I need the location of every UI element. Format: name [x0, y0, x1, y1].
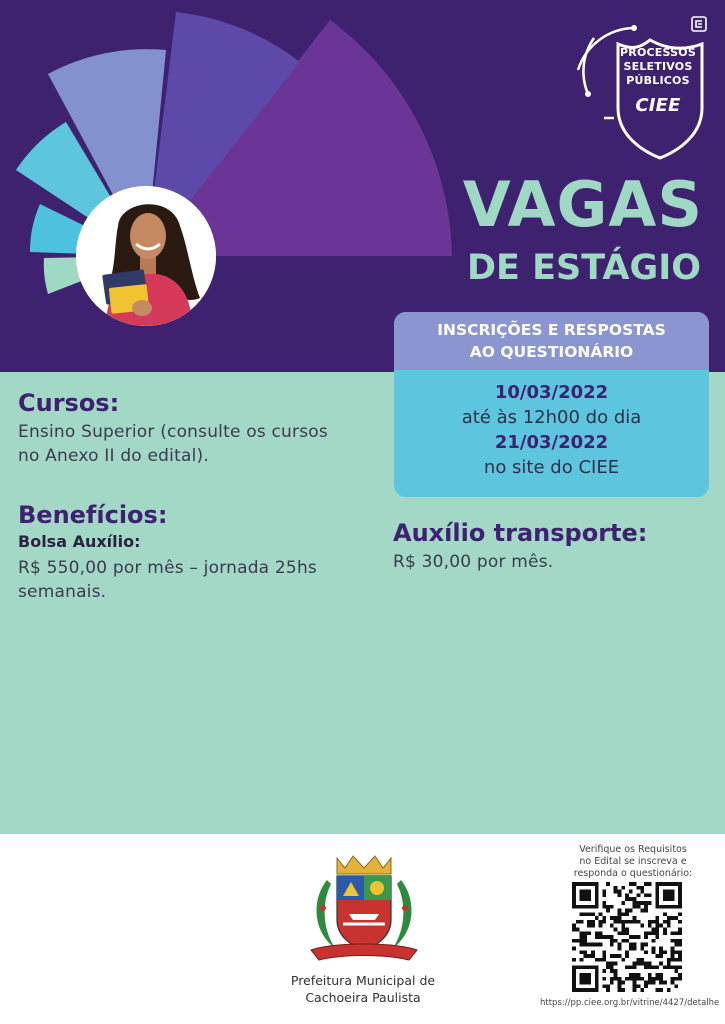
qr-instruction-line2: no Edital se inscreva e [579, 856, 687, 867]
badge-line-2: SELETIVOS [623, 60, 693, 73]
badge-line-3: PÚBLICOS [626, 74, 690, 87]
cursos-text-line2: no Anexo II do edital). [18, 446, 209, 466]
site-text: no site do CIEE [483, 457, 620, 478]
end-date: 21/03/2022 [494, 432, 609, 453]
title-vagas: VAGAS [462, 168, 703, 241]
inscricoes-box [394, 312, 709, 497]
inscricoes-details [394, 370, 709, 480]
auxilio-transporte-heading: Auxílio transporte: [393, 519, 648, 547]
until-text: até às 12h00 do dia [461, 407, 642, 428]
bolsa-auxilio-label: Bolsa Auxílio: [18, 532, 141, 551]
badge-line-1: PROCESSOS [620, 46, 696, 59]
prefeitura-line2: Cachoeira Paulista [305, 990, 421, 1005]
bolsa-auxilio-line1: R$ 550,00 por mês – jornada 25hs [18, 558, 317, 578]
qr-instruction-line1: Verifique os Requisitos [579, 844, 687, 855]
qr-instruction-line3: responda o questionário: [573, 868, 693, 879]
cursos-text-line1: Ensino Superior (consulte os cursos [18, 422, 328, 442]
student-photo [76, 186, 216, 326]
inscricoes-heading-line2: AO QUESTIONÁRIO [469, 343, 634, 361]
badge-logo-text: CIEE [635, 95, 681, 116]
inscricoes-heading-line1: INSCRIÇÕES E RESPOSTAS [437, 321, 666, 339]
start-date: 10/03/2022 [494, 382, 609, 403]
prefeitura-line1: Prefeitura Municipal de [290, 973, 436, 988]
title-de-estagio: DE ESTÁGIO [466, 248, 701, 288]
student-illustration [76, 186, 216, 326]
bolsa-auxilio-line2: semanais. [18, 582, 107, 602]
inscricoes-header [394, 312, 709, 370]
qr-code[interactable] [572, 882, 682, 992]
auxilio-transporte-value: R$ 30,00 por mês. [393, 552, 554, 572]
qr-url-link[interactable]: https://pp.ciee.org.br/vitrine/4427/detalhe [540, 998, 720, 1008]
municipal-coat-of-arms [305, 850, 423, 966]
shield-badge-icon [574, 22, 710, 162]
beneficios-heading: Benefícios: [18, 501, 168, 529]
cursos-heading: Cursos: [18, 389, 120, 417]
